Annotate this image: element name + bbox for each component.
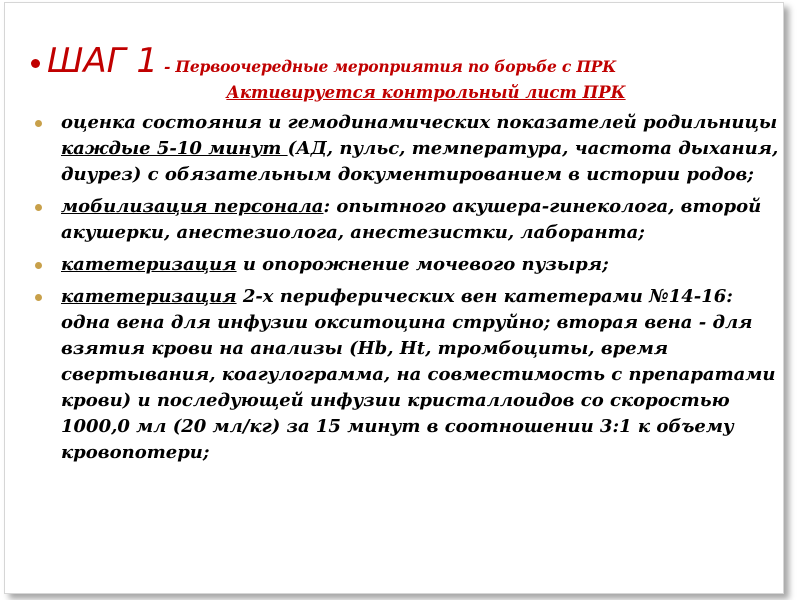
- bullet-text: : опытного акушера-гинеколога, второй акушерки, анестезиолога, анестезистки, лаборанта;: [61, 196, 762, 243]
- title-main: ШАГ 1: [47, 41, 158, 81]
- slide: [4, 2, 784, 594]
- bullet-item: [31, 110, 781, 188]
- bullet-dot-icon: [35, 204, 42, 211]
- bullet-item: [31, 194, 781, 246]
- slide-title: [31, 41, 781, 81]
- bullet-item: [31, 284, 781, 466]
- bullet-item: [31, 252, 781, 278]
- bullet-emphasis-text: мобилизация персонала: [61, 196, 324, 217]
- bullet-dot-icon: [35, 262, 42, 269]
- bullet-dot-icon: [35, 294, 42, 301]
- bullet-text: (АД, пульс, температура, частота дыхания, диурез) с обязательным документированием в истории родов;: [61, 138, 779, 185]
- bullet-text: и опорожнение мочевого пузыря;: [236, 254, 609, 275]
- title-bullet-icon: [31, 59, 40, 68]
- bullet-emphasis-text: катетеризация: [61, 254, 237, 275]
- bullet-emphasis-text: каждые 5-10 минут: [61, 138, 288, 159]
- slide-content: [31, 41, 781, 472]
- checklist-subtitle: Активируется контрольный лист ПРК: [226, 83, 626, 102]
- bullet-text: оценка состояния и гемодинамических показателей родильницы: [61, 112, 778, 133]
- bullet-text: 2-х периферических вен катетерами №14-16: одна вена для инфузии окситоцина струйно; вторая вена - для взятия крови на анализы (Hb, Ht, тромбоциты, время свертывания, коагулограмма, на совместимость с препаратами крови) и последующей инфузии кристаллоидов со скоростью 1000,0 мл (20 мл/кг) за 15 минут в соотношении 3:1 к объему кровопотери;: [61, 286, 776, 463]
- bullet-list: [31, 110, 781, 466]
- title-subtitle: - Первоочередные мероприятия по борьбе с ПРК: [164, 57, 617, 76]
- bullet-dot-icon: [35, 120, 42, 127]
- bullet-emphasis-text: катетеризация: [61, 286, 237, 307]
